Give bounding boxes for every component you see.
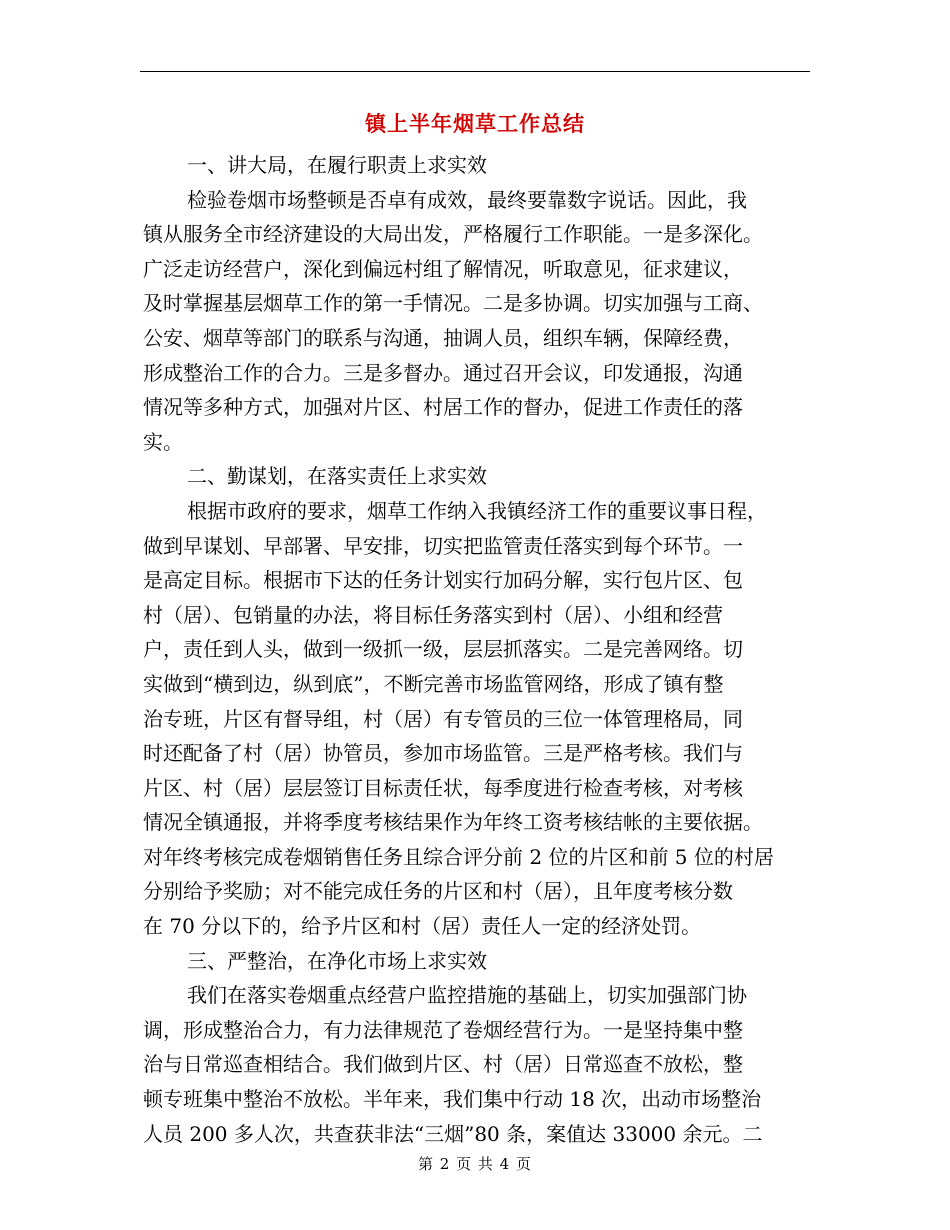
body-line: 做到早谋划、早部署、早安排，切实把监管责任落实到每个环节。一 bbox=[143, 533, 743, 558]
body-line: 形成整治工作的合力。三是多督办。通过召开会议，印发通报，沟通 bbox=[143, 360, 743, 385]
body-line: 及时掌握基层烟草工作的第一手情况。二是多协调。切实加强与工商、 bbox=[143, 291, 763, 316]
page-number-footer: 第 2 页 共 4 页 bbox=[418, 1155, 532, 1173]
body-line: 镇从服务全市经济建设的大局出发，严格履行工作职能。一是多深化。 bbox=[143, 222, 763, 247]
body-line: 人员 200 多人次，共查获非法“三烟”80 条，案值达 33000 余元。二 bbox=[143, 1121, 763, 1146]
body-line: 片区、村（居）层层签订目标责任状，每季度进行检查考核，对考核 bbox=[143, 775, 743, 800]
body-line: 检验卷烟市场整顿是否卓有成效，最终要靠数字说话。因此，我 bbox=[187, 187, 747, 212]
body-line: 实做到“横到边，纵到底”，不断完善市场监管网络，形成了镇有整 bbox=[143, 671, 724, 696]
body-line: 在 70 分以下的，给予片区和村（居）责任人一定的经济处罚。 bbox=[143, 914, 702, 939]
body-line: 对年终考核完成卷烟销售任务且综合评分前 2 位的片区和前 5 位的村居 bbox=[143, 844, 774, 869]
body-line: 治专班，片区有督导组，村（居）有专管员的三位一体管理格局，同 bbox=[143, 706, 743, 731]
body-line: 调，形成整治合力，有力法律规范了卷烟经营行为。一是坚持集中整 bbox=[143, 1017, 743, 1042]
body-line: 情况等多种方式，加强对片区、村居工作的督办，促进工作责任的落 bbox=[143, 395, 743, 420]
body-line: 公安、烟草等部门的联系与沟通，抽调人员，组织车辆，保障经费， bbox=[143, 325, 743, 350]
body-line: 根据市政府的要求，烟草工作纳入我镇经济工作的重要议事日程， bbox=[187, 498, 767, 523]
body-line: 情况全镇通报，并将季度考核结果作为年终工资考核结帐的主要依据。 bbox=[143, 810, 763, 835]
document-title: 镇上半年烟草工作总结 bbox=[365, 111, 585, 136]
body-line: 村（居）、包销量的办法，将目标任务落实到村（居）、小组和经营 bbox=[143, 602, 723, 627]
body-line: 时还配备了村（居）协管员，参加市场监管。三是严格考核。我们与 bbox=[143, 741, 743, 766]
body-line: 治与日常巡查相结合。我们做到片区、村（居）日常巡查不放松，整 bbox=[143, 1052, 743, 1077]
body-line: 二、勤谋划，在落实责任上求实效 bbox=[187, 464, 487, 489]
body-line: 一、讲大局，在履行职责上求实效 bbox=[187, 153, 487, 177]
body-line: 三、严整治，在净化市场上求实效 bbox=[187, 948, 487, 973]
body-line: 是高定目标。根据市下达的任务计划实行加码分解，实行包片区、包 bbox=[143, 568, 743, 593]
body-line: 顿专班集中整治不放松。半年来，我们集中行动 18 次，出动市场整治 bbox=[143, 1087, 762, 1112]
body-line: 户，责任到人头，做到一级抓一级，层层抓落实。二是完善网络。切 bbox=[143, 637, 743, 662]
body-line: 广泛走访经营户，深化到偏远村组了解情况，听取意见，征求建议， bbox=[143, 256, 743, 281]
document-body bbox=[143, 148, 813, 1151]
body-line: 实。 bbox=[143, 429, 183, 454]
header-rule bbox=[140, 71, 810, 72]
body-line: 分别给予奖励；对不能完成任务的片区和村（居），且年度考核分数 bbox=[143, 879, 733, 904]
body-line: 我们在落实卷烟重点经营户监控措施的基础上，切实加强部门协 bbox=[187, 983, 747, 1008]
